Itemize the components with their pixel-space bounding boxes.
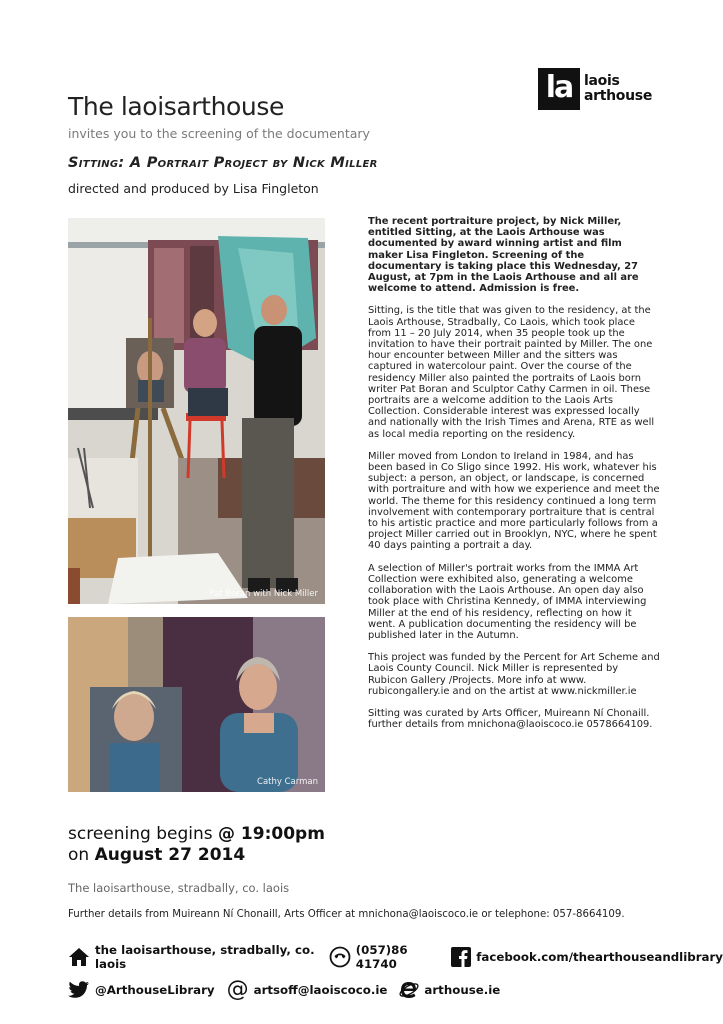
footer-address: the laoisarthouse, stradbally, co. laois (95, 943, 315, 971)
photo-cathy-carman (68, 617, 325, 792)
contact-row-2 (68, 977, 501, 1002)
facebook-icon (451, 947, 471, 967)
logo-wordmark (584, 74, 652, 104)
article-body (368, 216, 660, 741)
contact-row-1 (68, 943, 723, 971)
footer-email[interactable]: artsoff@laoiscoco.ie (253, 983, 388, 997)
documentary-title: Sitting: A Portrait Project by Nick Miller (68, 155, 378, 171)
screening-time-label: screening begins (68, 824, 219, 844)
twitter-icon (68, 981, 90, 999)
portrait-photo-illustration (68, 617, 325, 792)
logo-line2: arthouse (584, 88, 653, 104)
article-lead: The recent portraiture project, by Nick Miller, entitled Sitting, at the Laois Arthouse was documented by award winning artist and film maker Lisa Fingleton. Screening of the documentary is taking place this Wednesday, 27 August, at 7pm in the Laois Arthouse and all are welcome to attend. Admission is free. (368, 216, 639, 295)
invitation-subtitle: invites you to the screening of the documentary (68, 126, 370, 141)
article-paragraph: Miller moved from London to Ireland in 1984, and has been based in Co Sligo since 1992. His work, whatever his subject: a person, an object, or landscape, is concerned with portraiture and with how we experience and meet the world. The theme for this residency continued a long term involvement with contemporary portraiture that is central to his artistic practice and more particularly follows from a project Miller carried out in Brooklyn, NYC, where he spent 40 days painting a portrait a day. (368, 450, 660, 552)
arthouse-logo (538, 68, 652, 110)
footer-facebook[interactable]: facebook.com/thearthouseandlibrary (476, 950, 723, 964)
photo-pat-boran-nick-miller (68, 218, 325, 604)
web-browser-icon (399, 980, 419, 1000)
screening-time-line (68, 824, 325, 845)
further-details: Further details from Muireann Ní Chonaill, Arts Officer at mnichona@laoiscoco.ie or telephone: 057-8664109. (68, 909, 625, 920)
screening-date: August 27 2014 (94, 845, 246, 865)
director-credit: directed and produced by Lisa Fingleton (68, 181, 319, 196)
screening-date-line (68, 845, 325, 866)
home-icon (68, 947, 90, 967)
footer-twitter[interactable]: @ArthouseLibrary (95, 983, 215, 997)
article-paragraph: A selection of Miller's portrait works from the IMMA Art Collection were exhibited also, generating a welcome collaboration with the Laois Arthouse. An open day also took place with Christina Kennedy, of IMMA interviewing Miller at the end of his residency, reflecting on how it went. A publication documenting the residency will be published later in the Autumn. (368, 562, 647, 641)
page-title: The laoisarthouse (68, 92, 284, 121)
footer-phone[interactable]: (057)86 41740 (355, 943, 408, 971)
footer-website[interactable]: arthouse.ie (424, 983, 501, 997)
screening-info (68, 824, 325, 866)
article-paragraph: Sitting was curated by Arts Officer, Muireann Ní Chonaill. further details from mnichona@laoiscoco.ie 0578664109. (368, 707, 653, 731)
photo-caption: Cathy Carman (257, 777, 318, 787)
phone-icon (329, 946, 351, 968)
logo-mark: la (538, 68, 580, 110)
studio-photo-illustration (68, 218, 325, 604)
venue-location: The laoisarthouse, stradbally, co. laois (68, 881, 290, 895)
at-sign-icon: @ (226, 977, 249, 1002)
screening-time: @ 19:00pm (218, 824, 325, 844)
photo-caption: Pat Boran with Nick Miller (209, 589, 318, 599)
article-paragraph: This project was funded by the Percent for Art Scheme and Laois County Council. Nick Miller is represented by Rubicon Gallery /Projects. More info at www. rubicongallery.ie and on the artist at www.nickmiller.ie (368, 652, 660, 697)
screening-date-label: on (68, 845, 95, 865)
logo-line1: laois (584, 73, 620, 89)
article-paragraph: Sitting, is the title that was given to the residency, at the Laois Arthouse, Stradbally, Co Laois, which took place from 11 – 20 July 2014, when 35 people took up the invitation to have their portrait painted by Miller. The one hour encounter between Miller and the sitters was captured in watercolour paint. Over the course of the residency Miller also painted the portraits of Laois born writer Pat Boran and Sculptor Cathy Carmen in oil. These portraits are a welcome addition to the Laois Arts Collection. Considerable interest was expressed locally and nationally with the Irish Times and Arena, RTE as well as local media reporting on the residency. (368, 305, 655, 440)
